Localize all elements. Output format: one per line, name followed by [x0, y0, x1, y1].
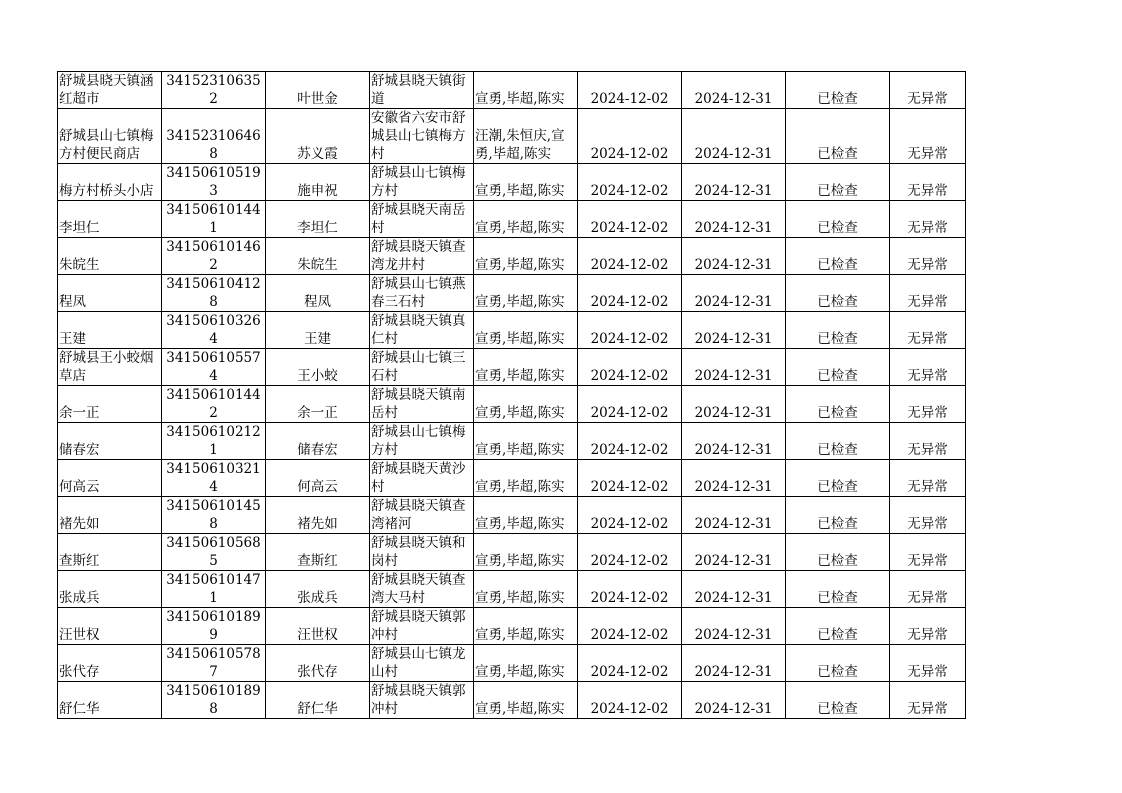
start-date-cell: 2024-12-02: [578, 312, 682, 349]
table-row: [58, 312, 966, 349]
status-cell: 已检查: [786, 497, 890, 534]
owner-cell: 储春宏: [266, 423, 370, 460]
table-row: [58, 201, 966, 238]
license-number-cell: 341523106468: [162, 109, 266, 164]
license-number-cell: 341506101471: [162, 571, 266, 608]
start-date-cell: 2024-12-02: [578, 386, 682, 423]
address-cell: 舒城县山七镇梅方村: [370, 423, 474, 460]
owner-cell: 苏义霞: [266, 109, 370, 164]
store-name-cell: 汪世权: [58, 608, 162, 645]
store-name-cell: 余一正: [58, 386, 162, 423]
end-date-cell: 2024-12-31: [682, 238, 786, 275]
end-date-cell: 2024-12-31: [682, 201, 786, 238]
owner-cell: 余一正: [266, 386, 370, 423]
license-number-cell: 341506101441: [162, 201, 266, 238]
address-cell: 舒城县晓天镇真仁村: [370, 312, 474, 349]
start-date-cell: 2024-12-02: [578, 275, 682, 312]
result-cell: 无异常: [890, 534, 966, 571]
result-cell: 无异常: [890, 423, 966, 460]
status-cell: 已检查: [786, 534, 890, 571]
license-number-cell: 341506101442: [162, 386, 266, 423]
store-name-cell: 舒城县晓天镇涵红超市: [58, 72, 162, 109]
license-number-cell: 341506105574: [162, 349, 266, 386]
owner-cell: 朱皖生: [266, 238, 370, 275]
inspectors-cell: 宣勇,毕超,陈实: [474, 201, 578, 238]
result-cell: 无异常: [890, 201, 966, 238]
start-date-cell: 2024-12-02: [578, 497, 682, 534]
inspectors-cell: 宣勇,毕超,陈实: [474, 164, 578, 201]
table-row: [58, 571, 966, 608]
result-cell: 无异常: [890, 349, 966, 386]
end-date-cell: 2024-12-31: [682, 349, 786, 386]
status-cell: 已检查: [786, 238, 890, 275]
store-name-cell: 张成兵: [58, 571, 162, 608]
status-cell: 已检查: [786, 201, 890, 238]
table-row: [58, 608, 966, 645]
address-cell: 舒城县山七镇龙山村: [370, 645, 474, 682]
owner-cell: 舒仁华: [266, 682, 370, 719]
address-cell: 舒城县山七镇梅方村: [370, 164, 474, 201]
store-name-cell: 舒城县山七镇梅方村便民商店: [58, 109, 162, 164]
end-date-cell: 2024-12-31: [682, 645, 786, 682]
owner-cell: 褚先如: [266, 497, 370, 534]
table-row: [58, 682, 966, 719]
license-number-cell: 341506105685: [162, 534, 266, 571]
result-cell: 无异常: [890, 238, 966, 275]
status-cell: 已检查: [786, 608, 890, 645]
address-cell: 舒城县晓天镇和岗村: [370, 534, 474, 571]
address-cell: 舒城县山七镇燕春三石村: [370, 275, 474, 312]
start-date-cell: 2024-12-02: [578, 238, 682, 275]
table-row: [58, 109, 966, 164]
end-date-cell: 2024-12-31: [682, 72, 786, 109]
license-number-cell: 341506103214: [162, 460, 266, 497]
end-date-cell: 2024-12-31: [682, 460, 786, 497]
store-name-cell: 王建: [58, 312, 162, 349]
license-number-cell: 341506101458: [162, 497, 266, 534]
inspectors-cell: 宣勇,毕超,陈实: [474, 312, 578, 349]
address-cell: 舒城县山七镇三石村: [370, 349, 474, 386]
inspectors-cell: 宣勇,毕超,陈实: [474, 349, 578, 386]
address-cell: 舒城县晓天镇查湾龙井村: [370, 238, 474, 275]
inspectors-cell: 宣勇,毕超,陈实: [474, 72, 578, 109]
inspectors-cell: 宣勇,毕超,陈实: [474, 275, 578, 312]
inspectors-cell: 宣勇,毕超,陈实: [474, 386, 578, 423]
table-row: [58, 349, 966, 386]
inspectors-cell: 宣勇,毕超,陈实: [474, 534, 578, 571]
end-date-cell: 2024-12-31: [682, 109, 786, 164]
result-cell: 无异常: [890, 72, 966, 109]
start-date-cell: 2024-12-02: [578, 682, 682, 719]
inspectors-cell: 宣勇,毕超,陈实: [474, 497, 578, 534]
store-name-cell: 何高云: [58, 460, 162, 497]
license-number-cell: 341506101899: [162, 608, 266, 645]
end-date-cell: 2024-12-31: [682, 312, 786, 349]
end-date-cell: 2024-12-31: [682, 497, 786, 534]
table-row: [58, 423, 966, 460]
address-cell: 舒城县晓天镇郭冲村: [370, 608, 474, 645]
address-cell: 舒城县晓天镇南岳村: [370, 386, 474, 423]
store-name-cell: 程凤: [58, 275, 162, 312]
start-date-cell: 2024-12-02: [578, 571, 682, 608]
store-name-cell: 张代存: [58, 645, 162, 682]
status-cell: 已检查: [786, 460, 890, 497]
owner-cell: 何高云: [266, 460, 370, 497]
status-cell: 已检查: [786, 275, 890, 312]
start-date-cell: 2024-12-02: [578, 460, 682, 497]
inspectors-cell: 宣勇,毕超,陈实: [474, 571, 578, 608]
store-name-cell: 舒城县王小蛟烟草店: [58, 349, 162, 386]
inspection-table: [57, 71, 966, 719]
inspectors-cell: 宣勇,毕超,陈实: [474, 423, 578, 460]
owner-cell: 张代存: [266, 645, 370, 682]
status-cell: 已检查: [786, 682, 890, 719]
owner-cell: 施申祝: [266, 164, 370, 201]
result-cell: 无异常: [890, 571, 966, 608]
owner-cell: 程凤: [266, 275, 370, 312]
result-cell: 无异常: [890, 386, 966, 423]
license-number-cell: 341506105787: [162, 645, 266, 682]
license-number-cell: 341506101898: [162, 682, 266, 719]
end-date-cell: 2024-12-31: [682, 423, 786, 460]
result-cell: 无异常: [890, 109, 966, 164]
address-cell: 舒城县晓天南岳村: [370, 201, 474, 238]
license-number-cell: 341506105193: [162, 164, 266, 201]
table-row: [58, 534, 966, 571]
address-cell: 安徽省六安市舒城县山七镇梅方村: [370, 109, 474, 164]
end-date-cell: 2024-12-31: [682, 386, 786, 423]
end-date-cell: 2024-12-31: [682, 164, 786, 201]
table-row: [58, 460, 966, 497]
store-name-cell: 舒仁华: [58, 682, 162, 719]
start-date-cell: 2024-12-02: [578, 109, 682, 164]
result-cell: 无异常: [890, 682, 966, 719]
status-cell: 已检查: [786, 72, 890, 109]
status-cell: 已检查: [786, 571, 890, 608]
result-cell: 无异常: [890, 497, 966, 534]
result-cell: 无异常: [890, 608, 966, 645]
license-number-cell: 341506101462: [162, 238, 266, 275]
inspectors-cell: 宣勇,毕超,陈实: [474, 238, 578, 275]
address-cell: 舒城县晓天镇郭冲村: [370, 682, 474, 719]
start-date-cell: 2024-12-02: [578, 201, 682, 238]
store-name-cell: 梅方村桥头小店: [58, 164, 162, 201]
inspectors-cell: 汪潮,朱恒庆,宣勇,毕超,陈实: [474, 109, 578, 164]
start-date-cell: 2024-12-02: [578, 164, 682, 201]
license-number-cell: 341506103264: [162, 312, 266, 349]
start-date-cell: 2024-12-02: [578, 608, 682, 645]
owner-cell: 王建: [266, 312, 370, 349]
status-cell: 已检查: [786, 645, 890, 682]
end-date-cell: 2024-12-31: [682, 275, 786, 312]
owner-cell: 王小蛟: [266, 349, 370, 386]
owner-cell: 叶世金: [266, 72, 370, 109]
end-date-cell: 2024-12-31: [682, 534, 786, 571]
table-row: [58, 497, 966, 534]
result-cell: 无异常: [890, 164, 966, 201]
table-row: [58, 275, 966, 312]
result-cell: 无异常: [890, 460, 966, 497]
owner-cell: 汪世权: [266, 608, 370, 645]
table-row: [58, 164, 966, 201]
license-number-cell: 341523106352: [162, 72, 266, 109]
license-number-cell: 341506102121: [162, 423, 266, 460]
table-row: [58, 238, 966, 275]
address-cell: 舒城县晓天镇查湾大马村: [370, 571, 474, 608]
table-row: [58, 386, 966, 423]
address-cell: 舒城县晓天镇查湾褚河: [370, 497, 474, 534]
store-name-cell: 朱皖生: [58, 238, 162, 275]
store-name-cell: 褚先如: [58, 497, 162, 534]
start-date-cell: 2024-12-02: [578, 72, 682, 109]
inspectors-cell: 宣勇,毕超,陈实: [474, 608, 578, 645]
end-date-cell: 2024-12-31: [682, 608, 786, 645]
store-name-cell: 李坦仁: [58, 201, 162, 238]
status-cell: 已检查: [786, 386, 890, 423]
inspectors-cell: 宣勇,毕超,陈实: [474, 460, 578, 497]
table-row: [58, 645, 966, 682]
end-date-cell: 2024-12-31: [682, 571, 786, 608]
end-date-cell: 2024-12-31: [682, 682, 786, 719]
table-row: [58, 72, 966, 109]
status-cell: 已检查: [786, 312, 890, 349]
owner-cell: 查斯红: [266, 534, 370, 571]
address-cell: 舒城县晓天镇街道: [370, 72, 474, 109]
owner-cell: 李坦仁: [266, 201, 370, 238]
status-cell: 已检查: [786, 164, 890, 201]
license-number-cell: 341506104128: [162, 275, 266, 312]
result-cell: 无异常: [890, 645, 966, 682]
result-cell: 无异常: [890, 275, 966, 312]
status-cell: 已检查: [786, 349, 890, 386]
store-name-cell: 储春宏: [58, 423, 162, 460]
start-date-cell: 2024-12-02: [578, 645, 682, 682]
start-date-cell: 2024-12-02: [578, 423, 682, 460]
owner-cell: 张成兵: [266, 571, 370, 608]
address-cell: 舒城县晓天黄沙村: [370, 460, 474, 497]
store-name-cell: 查斯红: [58, 534, 162, 571]
inspectors-cell: 宣勇,毕超,陈实: [474, 645, 578, 682]
start-date-cell: 2024-12-02: [578, 349, 682, 386]
status-cell: 已检查: [786, 423, 890, 460]
result-cell: 无异常: [890, 312, 966, 349]
status-cell: 已检查: [786, 109, 890, 164]
start-date-cell: 2024-12-02: [578, 534, 682, 571]
inspectors-cell: 宣勇,毕超,陈实: [474, 682, 578, 719]
